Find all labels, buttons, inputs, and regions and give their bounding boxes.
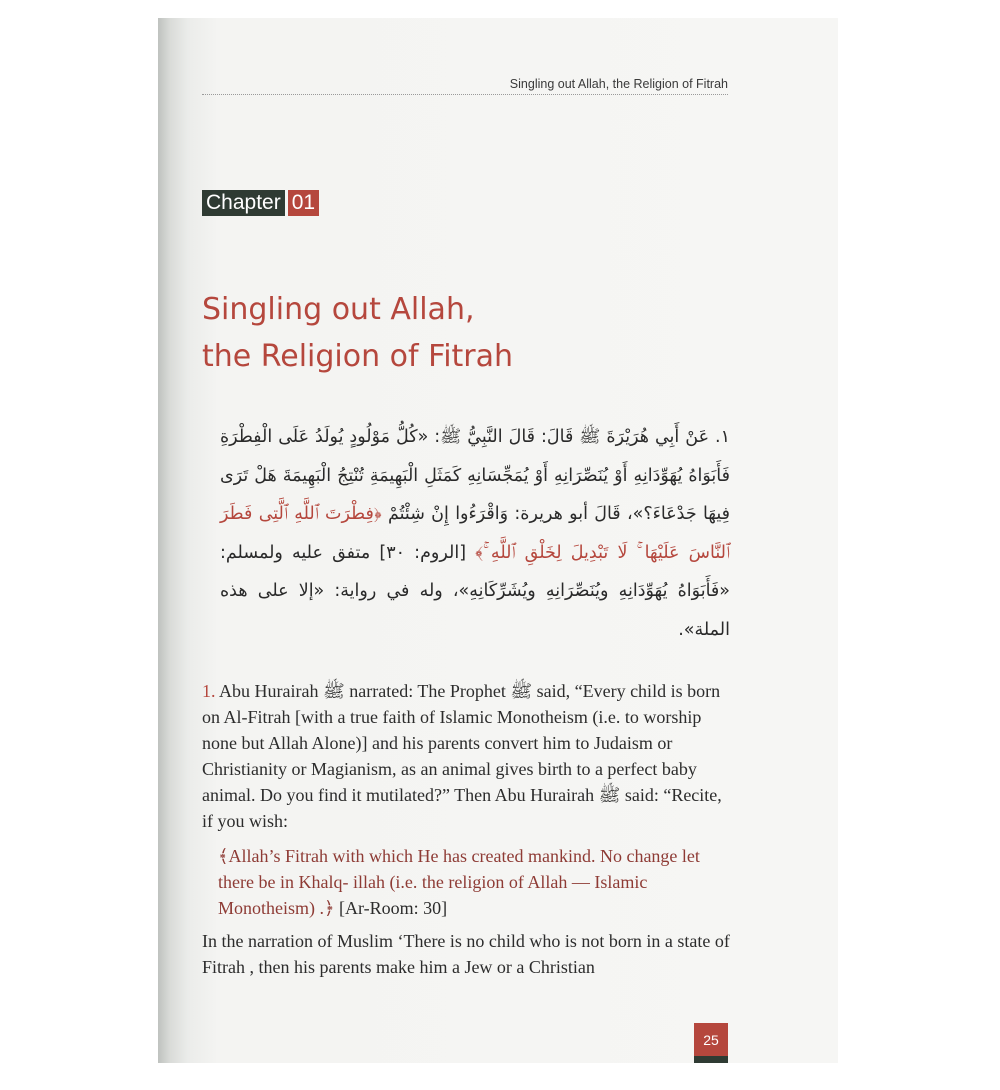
chapter-title-line1: Singling out Allah, [202, 292, 475, 327]
arabic-hadith-text [220, 418, 730, 649]
chapter-title-line2: the Religion of Fitrah [202, 339, 514, 374]
quran-quote-text: ﴾Allah’s Fitrah with which He has created mankind. No change let there be in Khalq- illah (i.e. the religion of Allah — Islamic Monotheism) .﴿ [218, 846, 700, 918]
arabic-segment-1: ١. عَنْ أَبِي هُرَيْرَةَ ﷺ قَالَ: قَالَ النَّبِيُّ ﷺ: «كُلُّ مَوْلُودٍ يُولَدُ عَلَى الْفِطْرَةِ فَأَبَوَاهُ يُهَوِّدَانِهِ أَوْ يُنَصِّرَانِهِ أَوْ يُمَجِّسَانِهِ كَمَثَلِ الْبَهِيمَةِ تُنْتِجُ الْبَهِيمَةَ هَلْ تَرَى فِيهَا جَدْعَاءَ؟»، قَالَ أبو هريرة: وَاقْرَءُوا إِنْ شِئْتُمْ [220, 427, 730, 524]
header-rule [202, 94, 728, 95]
chapter-label [202, 190, 319, 216]
chapter-title [202, 286, 722, 380]
arabic-quran-verse: ﴿فِطْرَتَ ٱللَّهِ ٱلَّتِى فَطَرَ ٱلنَّاسَ عَلَيْهَا ۚ لَا تَبْدِيلَ لِخَلْقِ ٱللَّهِ ۚ﴾ [220, 504, 730, 563]
translation-paragraph-1-text: Abu Hurairah ﷺ narrated: The Prophet ﷺ said, “Every child is born on Al-Fitrah [with a true faith of Islamic Monotheism (i.e. to worship none but Allah Alone)] and his parents convert him to Judaism or Christianity or Magianism, as an animal gives birth to a perfect baby animal. Do you find it mutilated?” Then Abu Hurairah ﷺ said: “Recite, if you wish: [202, 681, 722, 831]
english-translation [202, 678, 732, 980]
translation-paragraph-1 [202, 678, 732, 834]
arabic-segment-2: [الروم: ٣٠] متفق عليه ولمسلم: «فَأَبَوَاهُ يُهَوِّدَانِهِ ويُنَصِّرَانِهِ ويُشَرِّكَانِهِ»، وله في رواية: «إلا على هذه الملة». [220, 542, 730, 640]
chapter-number: 01 [288, 190, 319, 216]
running-header: Singling out Allah, the Religion of Fitrah [509, 77, 728, 91]
hadith-number: 1. [202, 681, 216, 701]
book-page [158, 18, 838, 1063]
translation-paragraph-2: In the narration of Muslim ‘There is no child who is not born in a state of Fitrah , then his parents make him a Jew or a Christian [202, 931, 730, 977]
quran-quote [218, 843, 732, 921]
page-number: 25 [694, 1023, 728, 1056]
quran-quote-reference: [Ar-Room: 30] [339, 898, 448, 918]
page-number-base [694, 1056, 728, 1063]
chapter-word: Chapter [202, 190, 285, 216]
